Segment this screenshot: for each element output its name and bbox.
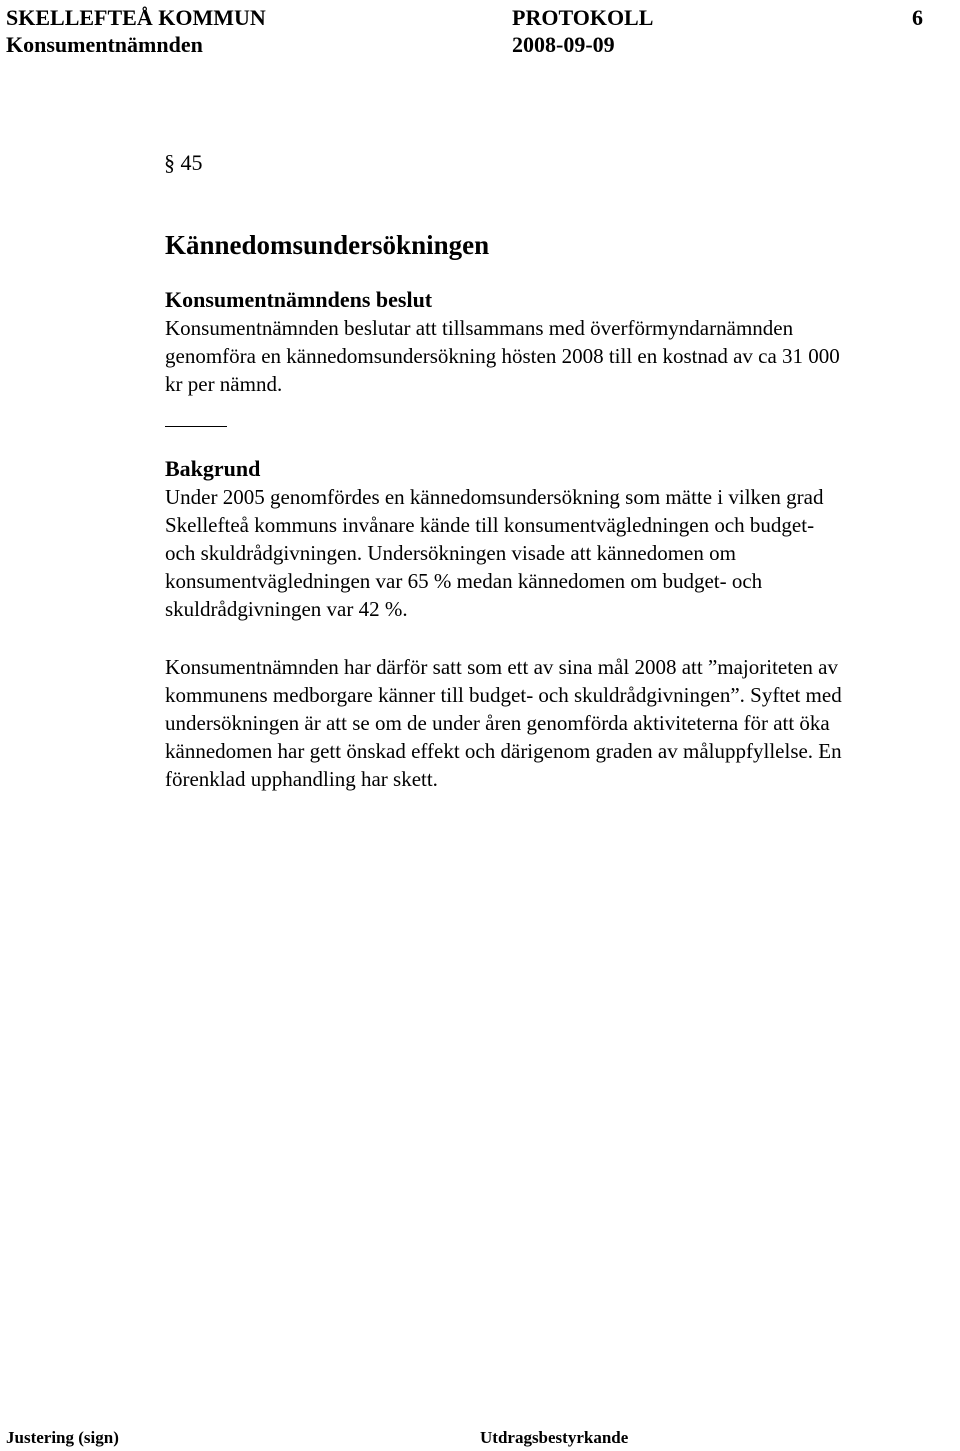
decision-text: Konsumentnämnden beslutar att tillsammans med överförmyndarnämnden genomföra en kännedomsundersökning hösten 2008 till en kostnad av ca 31 000 kr per nämnd.: [165, 316, 840, 396]
header-organization: SKELLEFTEÅ KOMMUN: [6, 5, 266, 30]
background-text: Under 2005 genomfördes en kännedomsundersökning som mätte i vilken grad Skellefteå kommuns invånare kände till konsumentvägledningen och budget- och skuldrådgivningen. Undersökningen visade att kännedomen om konsumentvägledningen var 65 % medan kännedomen om budget- och skuldrådgivningen var 42 %.: [165, 485, 824, 621]
header-document-type: PROTOKOLL: [512, 5, 654, 30]
footer-certification-label: Utdragsbestyrkande: [480, 1428, 629, 1447]
background-text-continued: Konsumentnämnden har därför satt som ett av sina mål 2008 att ”majoriteten av kommunens medborgare känner till budget- och skuldrådgivningen”. Syftet med undersökningen är att se om de under åren genomförda aktiviteterna för att öka kännedomen har gett önskad effekt och därigenom graden av måluppfyllelse. En förenklad upphandling har skett.: [165, 655, 842, 791]
background-heading: Bakgrund: [165, 456, 261, 481]
background-section: [165, 455, 960, 623]
header-page-number: 6: [912, 5, 923, 30]
section-divider: [165, 426, 227, 427]
header-date: 2008-09-09: [512, 32, 615, 57]
header-committee: Konsumentnämnden: [6, 32, 203, 57]
decision-heading: Konsumentnämndens beslut: [165, 287, 433, 312]
footer-signature-label: Justering (sign): [6, 1428, 119, 1447]
decision-section: [165, 286, 960, 398]
paragraph-number: § 45: [164, 150, 203, 175]
page-title: Kännedomsundersökningen: [165, 230, 490, 260]
